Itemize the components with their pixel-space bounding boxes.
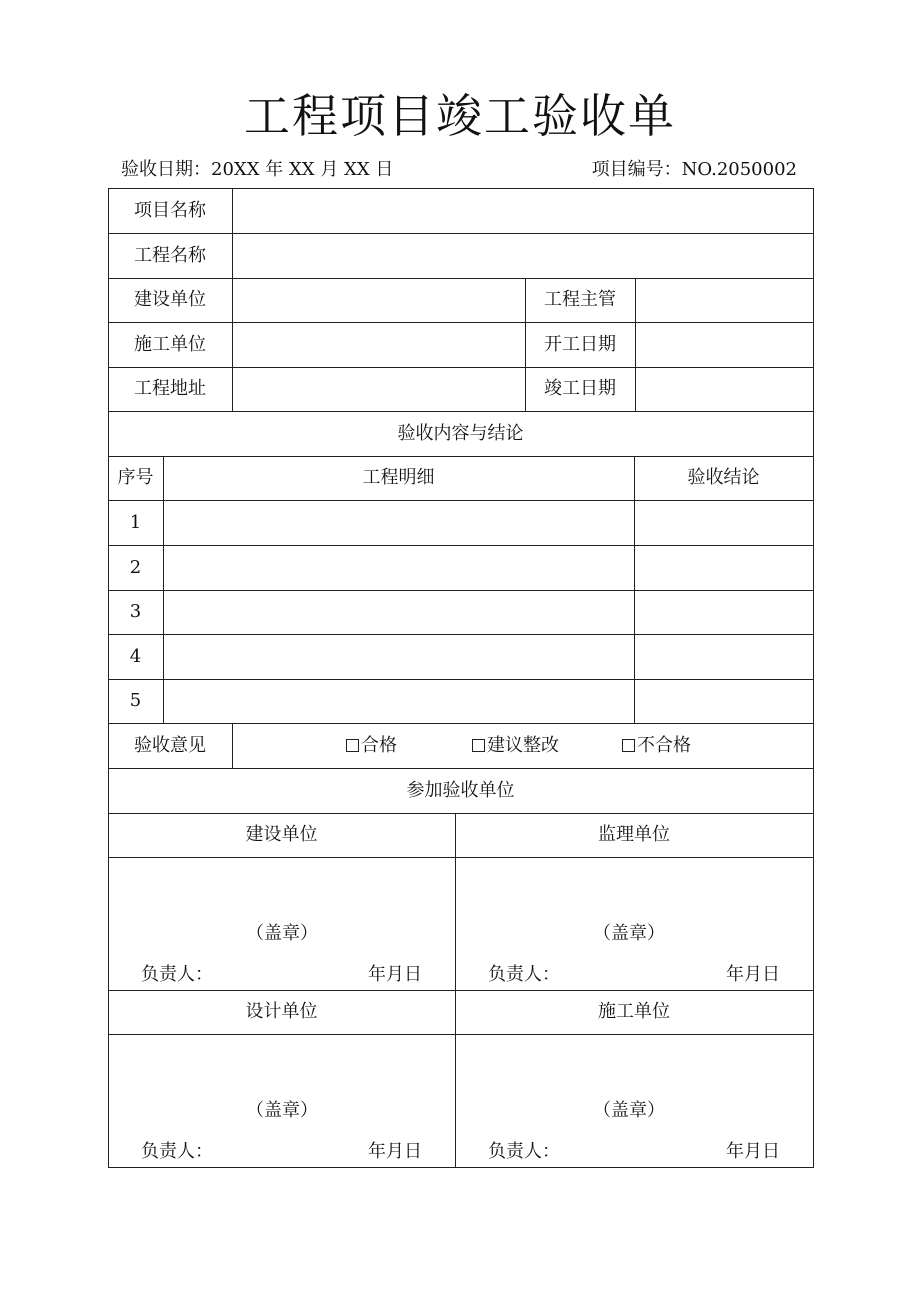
unit-supervision-header: 监理单位: [598, 824, 670, 845]
option-qualified[interactable]: [346, 735, 397, 757]
sign-date-label: 年月日: [726, 1141, 780, 1162]
option-label: 合格: [361, 734, 397, 756]
option-label: 不合格: [637, 734, 691, 756]
label-engineering-name: 工程名称: [134, 244, 206, 266]
detail-field[interactable]: [163, 590, 634, 634]
section-heading-content: 验收内容与结论: [397, 422, 524, 444]
sign-date-label: 年月日: [368, 964, 422, 985]
label-acceptance-opinion: 验收意见: [134, 734, 206, 756]
person-in-charge-label: 负责人：: [141, 1141, 213, 1162]
engineering-supervisor-field[interactable]: [635, 278, 813, 322]
project-number: 项目编号：NO.2050002: [591, 159, 797, 180]
engineering-address-field[interactable]: [232, 367, 525, 411]
row-number: 2: [129, 556, 142, 578]
person-in-charge-label: 负责人：: [488, 1141, 560, 1162]
seal-label: （盖章）: [246, 923, 318, 944]
row-number: 3: [129, 601, 142, 622]
sign-date-label: 年月日: [726, 964, 780, 985]
unit-construction-header: 建设单位: [245, 824, 318, 845]
section-heading-participants: 参加验收单位: [406, 779, 515, 801]
seal-label: （盖章）: [593, 1100, 665, 1121]
acceptance-date: 验收日期：20XX 年 XX 月 XX 日: [121, 159, 394, 180]
table-grid-line: [108, 857, 814, 858]
start-date-field[interactable]: [635, 322, 813, 367]
conclusion-field[interactable]: [634, 545, 813, 590]
detail-field[interactable]: [163, 634, 634, 679]
sign-date-label: 年月日: [368, 1141, 422, 1162]
checkbox-icon[interactable]: [472, 739, 485, 752]
option-rectify[interactable]: [472, 735, 559, 757]
person-in-charge-label: 负责人：: [488, 964, 560, 985]
column-header-no: 序号: [117, 467, 154, 488]
option-label: 建议整改: [487, 734, 559, 756]
row-number: 5: [129, 690, 142, 711]
unit-builder-header: 施工单位: [598, 1001, 670, 1022]
checkbox-icon[interactable]: [622, 739, 635, 752]
row-number: 4: [129, 645, 142, 667]
label-engineering-address: 工程地址: [134, 378, 206, 399]
construction-unit-field[interactable]: [232, 278, 525, 322]
builder-unit-field[interactable]: [232, 322, 525, 367]
column-header-detail: 工程明细: [362, 467, 435, 488]
conclusion-field[interactable]: [634, 500, 813, 545]
unit-design-header: 设计单位: [245, 1001, 318, 1022]
opinion-options: [232, 723, 813, 768]
table-grid-line: [108, 1034, 814, 1035]
seal-label: （盖章）: [593, 923, 665, 944]
detail-field[interactable]: [163, 545, 634, 590]
label-engineering-supervisor: 工程主管: [544, 289, 616, 310]
detail-field[interactable]: [163, 500, 634, 545]
detail-field[interactable]: [163, 679, 634, 723]
column-header-conclusion: 验收结论: [687, 467, 760, 488]
project-name-field[interactable]: [232, 188, 813, 233]
conclusion-field[interactable]: [634, 634, 813, 679]
label-project-name: 项目名称: [134, 199, 206, 221]
label-completion-date: 竣工日期: [544, 378, 616, 399]
checkbox-icon[interactable]: [346, 739, 359, 752]
engineering-name-field[interactable]: [232, 233, 813, 278]
document-title: 工程项目竣工验收单: [244, 89, 676, 143]
table-grid-line: [813, 188, 814, 1168]
option-unqualified[interactable]: [622, 735, 691, 757]
seal-label: （盖章）: [246, 1100, 318, 1121]
label-construction-unit: 建设单位: [134, 289, 206, 310]
person-in-charge-label: 负责人：: [141, 964, 213, 985]
conclusion-field[interactable]: [634, 590, 813, 634]
completion-date-field[interactable]: [635, 367, 813, 411]
row-number: 1: [129, 511, 142, 533]
table-grid-line: [108, 1167, 814, 1168]
label-builder-unit: 施工单位: [134, 333, 206, 355]
label-start-date: 开工日期: [544, 333, 616, 355]
conclusion-field[interactable]: [634, 679, 813, 723]
